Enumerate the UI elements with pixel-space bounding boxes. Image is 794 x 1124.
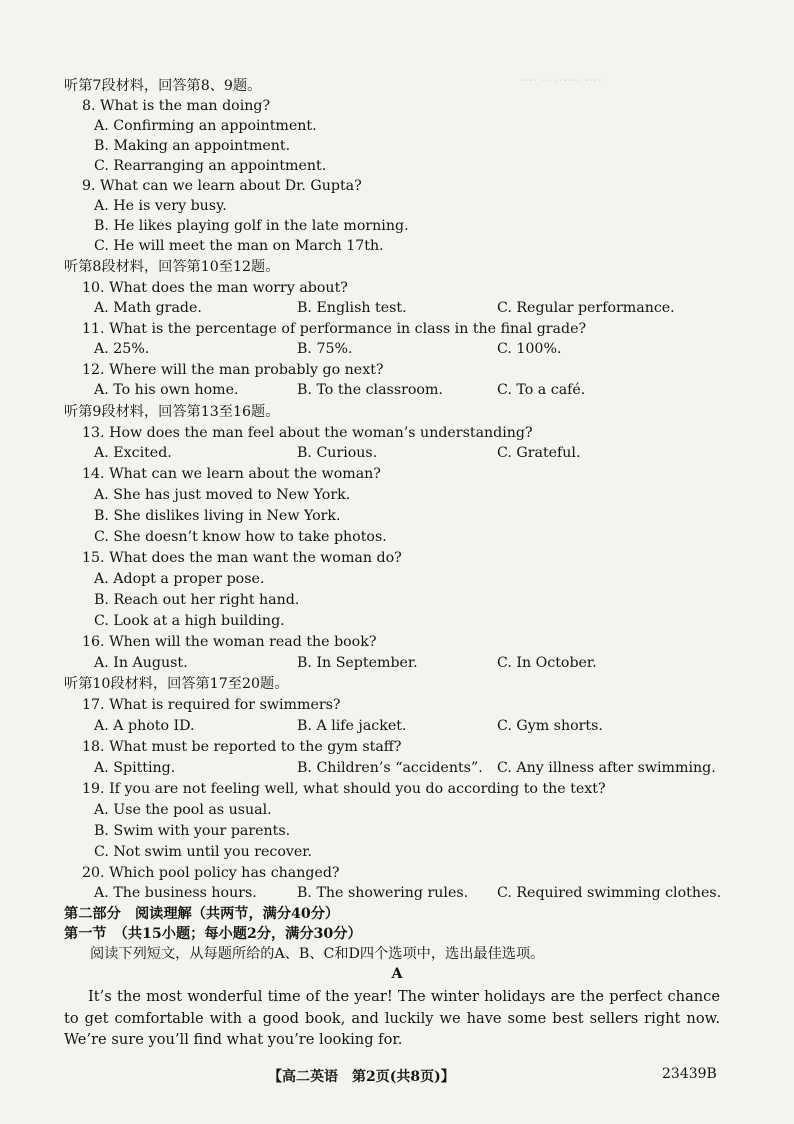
- option-17a: A. A photo ID.: [94, 718, 195, 734]
- option-8c: C. Rearranging an appointment.: [94, 158, 327, 174]
- option-20b: B. The showering rules.: [297, 885, 469, 901]
- option-19a: A. Use the pool as usual.: [94, 802, 272, 818]
- option-16c: C. In October.: [497, 655, 597, 671]
- question-16: 16. When will the woman read the book?: [82, 634, 377, 650]
- question-14: 14. What can we learn about the woman?: [82, 466, 381, 482]
- option-9c: C. He will meet the man on March 17th.: [94, 238, 384, 254]
- option-10a: A. Math grade.: [94, 300, 202, 316]
- section-one-heading: 第一节 （共15小题；每小题2分，满分30分）: [64, 926, 362, 942]
- option-12c: C. To a café.: [497, 382, 586, 398]
- option-10b: B. English test.: [297, 300, 407, 316]
- question-9: 9. What can we learn about Dr. Gupta?: [82, 178, 362, 194]
- question-12: 12. Where will the man probably go next?: [82, 362, 384, 378]
- option-8a: A. Confirming an appointment.: [94, 118, 317, 134]
- option-20a: A. The business hours.: [94, 885, 257, 901]
- option-18b: B. Children’s “accidents”.: [297, 760, 483, 776]
- bleed-through-text: ‥‥ ‥ ‥‥‥ ‥‥: [520, 70, 602, 85]
- option-9a: A. He is very busy.: [94, 198, 227, 214]
- footer-page-info: 【高二英语 第2页(共8页)】: [268, 1069, 455, 1085]
- option-18a: A. Spitting.: [94, 760, 176, 776]
- section-heading-9: 听第9段材料，回答第13至16题。: [64, 404, 280, 420]
- option-13b: B. Curious.: [297, 445, 378, 461]
- passage-label: A: [391, 966, 403, 982]
- part-two-heading: 第二部分 阅读理解（共两节，满分40分）: [64, 906, 340, 922]
- question-19: 19. If you are not feeling well, what should you do according to the text?: [82, 781, 606, 797]
- question-13: 13. How does the man feel about the woman’s understanding?: [82, 425, 533, 441]
- option-12a: A. To his own home.: [94, 382, 239, 398]
- option-9b: B. He likes playing golf in the late morning.: [94, 218, 409, 234]
- option-18c: C. Any illness after swimming.: [497, 760, 716, 776]
- option-8b: B. Making an appointment.: [94, 138, 291, 154]
- option-19b: B. Swim with your parents.: [94, 823, 291, 839]
- option-13c: C. Grateful.: [497, 445, 581, 461]
- reading-instruction: 阅读下列短文，从每题所给的A、B、C和D四个选项中，选出最佳选项。: [90, 946, 545, 962]
- section-heading-7: 听第7段材料，回答第8、9题。: [64, 78, 262, 94]
- question-8: 8. What is the man doing?: [82, 98, 271, 114]
- option-14c: C. She doesn’t know how to take photos.: [94, 529, 387, 545]
- option-12b: B. To the classroom.: [297, 382, 443, 398]
- option-20c: C. Required swimming clothes.: [497, 885, 722, 901]
- option-11c: C. 100%.: [497, 341, 562, 357]
- option-13a: A. Excited.: [94, 445, 172, 461]
- question-17: 17. What is required for swimmers?: [82, 697, 341, 713]
- option-17c: C. Gym shorts.: [497, 718, 603, 734]
- option-11b: B. 75%.: [297, 341, 353, 357]
- passage-paragraph: It’s the most wonderful time of the year! The winter holidays are the perfect chance to get comfortable with a good book, and luckily we have some best sellers right now. We’re sure you’ll find what you’re looking for.: [64, 988, 720, 1048]
- question-15: 15. What does the man want the woman do?: [82, 550, 402, 566]
- option-19c: C. Not swim until you recover.: [94, 844, 313, 860]
- option-15b: B. Reach out her right hand.: [94, 592, 300, 608]
- option-16b: B. In September.: [297, 655, 418, 671]
- option-16a: A. In August.: [94, 655, 188, 671]
- footer-exam-code: 23439B: [662, 1066, 717, 1082]
- question-10: 10. What does the man worry about?: [82, 280, 348, 296]
- option-14a: A. She has just moved to New York.: [94, 487, 351, 503]
- question-11: 11. What is the percentage of performance in class in the final grade?: [82, 321, 587, 337]
- option-15a: A. Adopt a proper pose.: [94, 571, 265, 587]
- section-heading-10: 听第10段材料，回答第17至20题。: [64, 676, 289, 692]
- option-17b: B. A life jacket.: [297, 718, 407, 734]
- question-20: 20. Which pool policy has changed?: [82, 865, 340, 881]
- question-18: 18. What must be reported to the gym staff?: [82, 739, 402, 755]
- option-11a: A. 25%.: [94, 341, 150, 357]
- section-heading-8: 听第8段材料，回答第10至12题。: [64, 259, 280, 275]
- option-15c: C. Look at a high building.: [94, 613, 285, 629]
- option-14b: B. She dislikes living in New York.: [94, 508, 341, 524]
- option-10c: C. Regular performance.: [497, 300, 675, 316]
